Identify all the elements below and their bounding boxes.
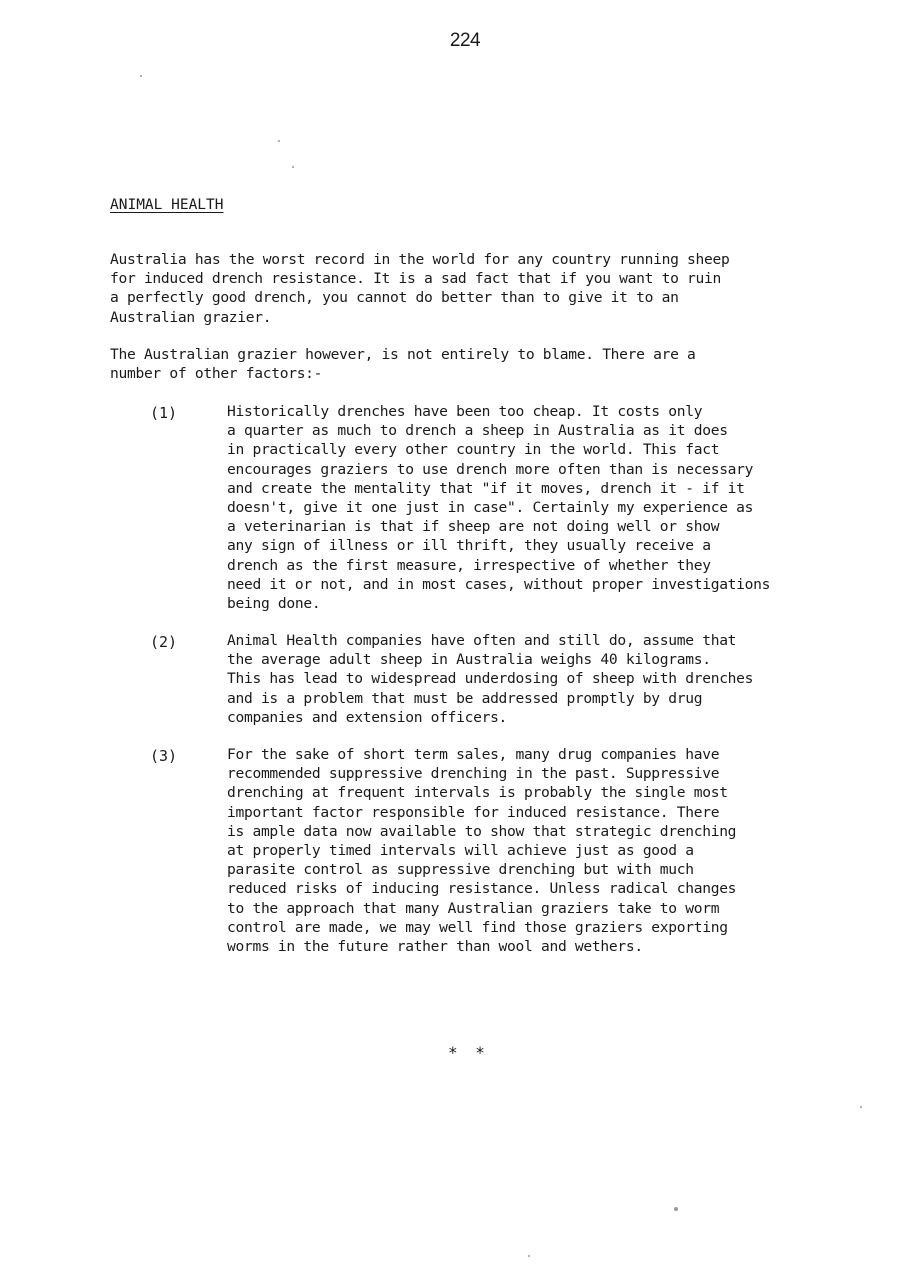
list-item-text: For the sake of short term sales, many drug companies have recommended suppressive drenching in the past. Suppressive drenching at frequent intervals is probably the single most important factor responsible for induced resistance. There is ample data now available to show that strategic drenching at properly timed intervals will achieve just as good a parasite control as suppressive drenching but with much reduced risks of inducing resistance. Unless radical changes to the approach that many Australian graziers take to worm control are made, we may well find those graziers exporting worms in the future rather than wool and wethers. <box>227 746 737 956</box>
section-heading: ANIMAL HEALTH <box>110 197 224 213</box>
list-item-number: (3) <box>150 747 178 765</box>
list-item-number: (1) <box>150 404 178 422</box>
scan-speck <box>528 1255 530 1257</box>
list-item-text: Historically drenches have been too cheap. It costs only a quarter as much to drench a sheep in Australia as it does in practically every other country in the world. This fact encourages graziers to use drench more often than is necessary and create the mentality that "if it moves, drench it - if it doesn't, give it one just in case". Certainly my experience as a veterinarian is that if sheep are not doing well or show any sign of illness or ill thrift, they usually receive a drench as the first measure, irrespective of whether they need it or not, and in most cases, without proper investigations being done. <box>227 403 771 613</box>
list-item-number: (2) <box>150 633 178 651</box>
scan-speck <box>674 1207 678 1211</box>
end-of-section-mark: * * <box>448 1043 489 1062</box>
scan-speck <box>292 166 294 168</box>
intro-paragraph: Australia has the worst record in the world for any country running sheep for induced drench resistance. It is a sad fact that if you want to ruin a perfectly good drench, you cannot do better than to give it to an Australian grazier. <box>110 251 730 326</box>
list-item-text: Animal Health companies have often and still do, assume that the average adult sheep in Australia weighs 40 kilograms. This has lead to widespread underdosing of sheep with drenches and is a problem that must be addressed promptly by drug companies and extension officers. <box>227 632 754 726</box>
scan-speck <box>140 75 142 77</box>
page-number: 224 <box>449 30 481 51</box>
scan-speck <box>278 140 280 142</box>
factors-paragraph: The Australian grazier however, is not entirely to blame. There are a number of other factors:- <box>110 346 696 383</box>
scan-speck <box>860 1106 862 1108</box>
